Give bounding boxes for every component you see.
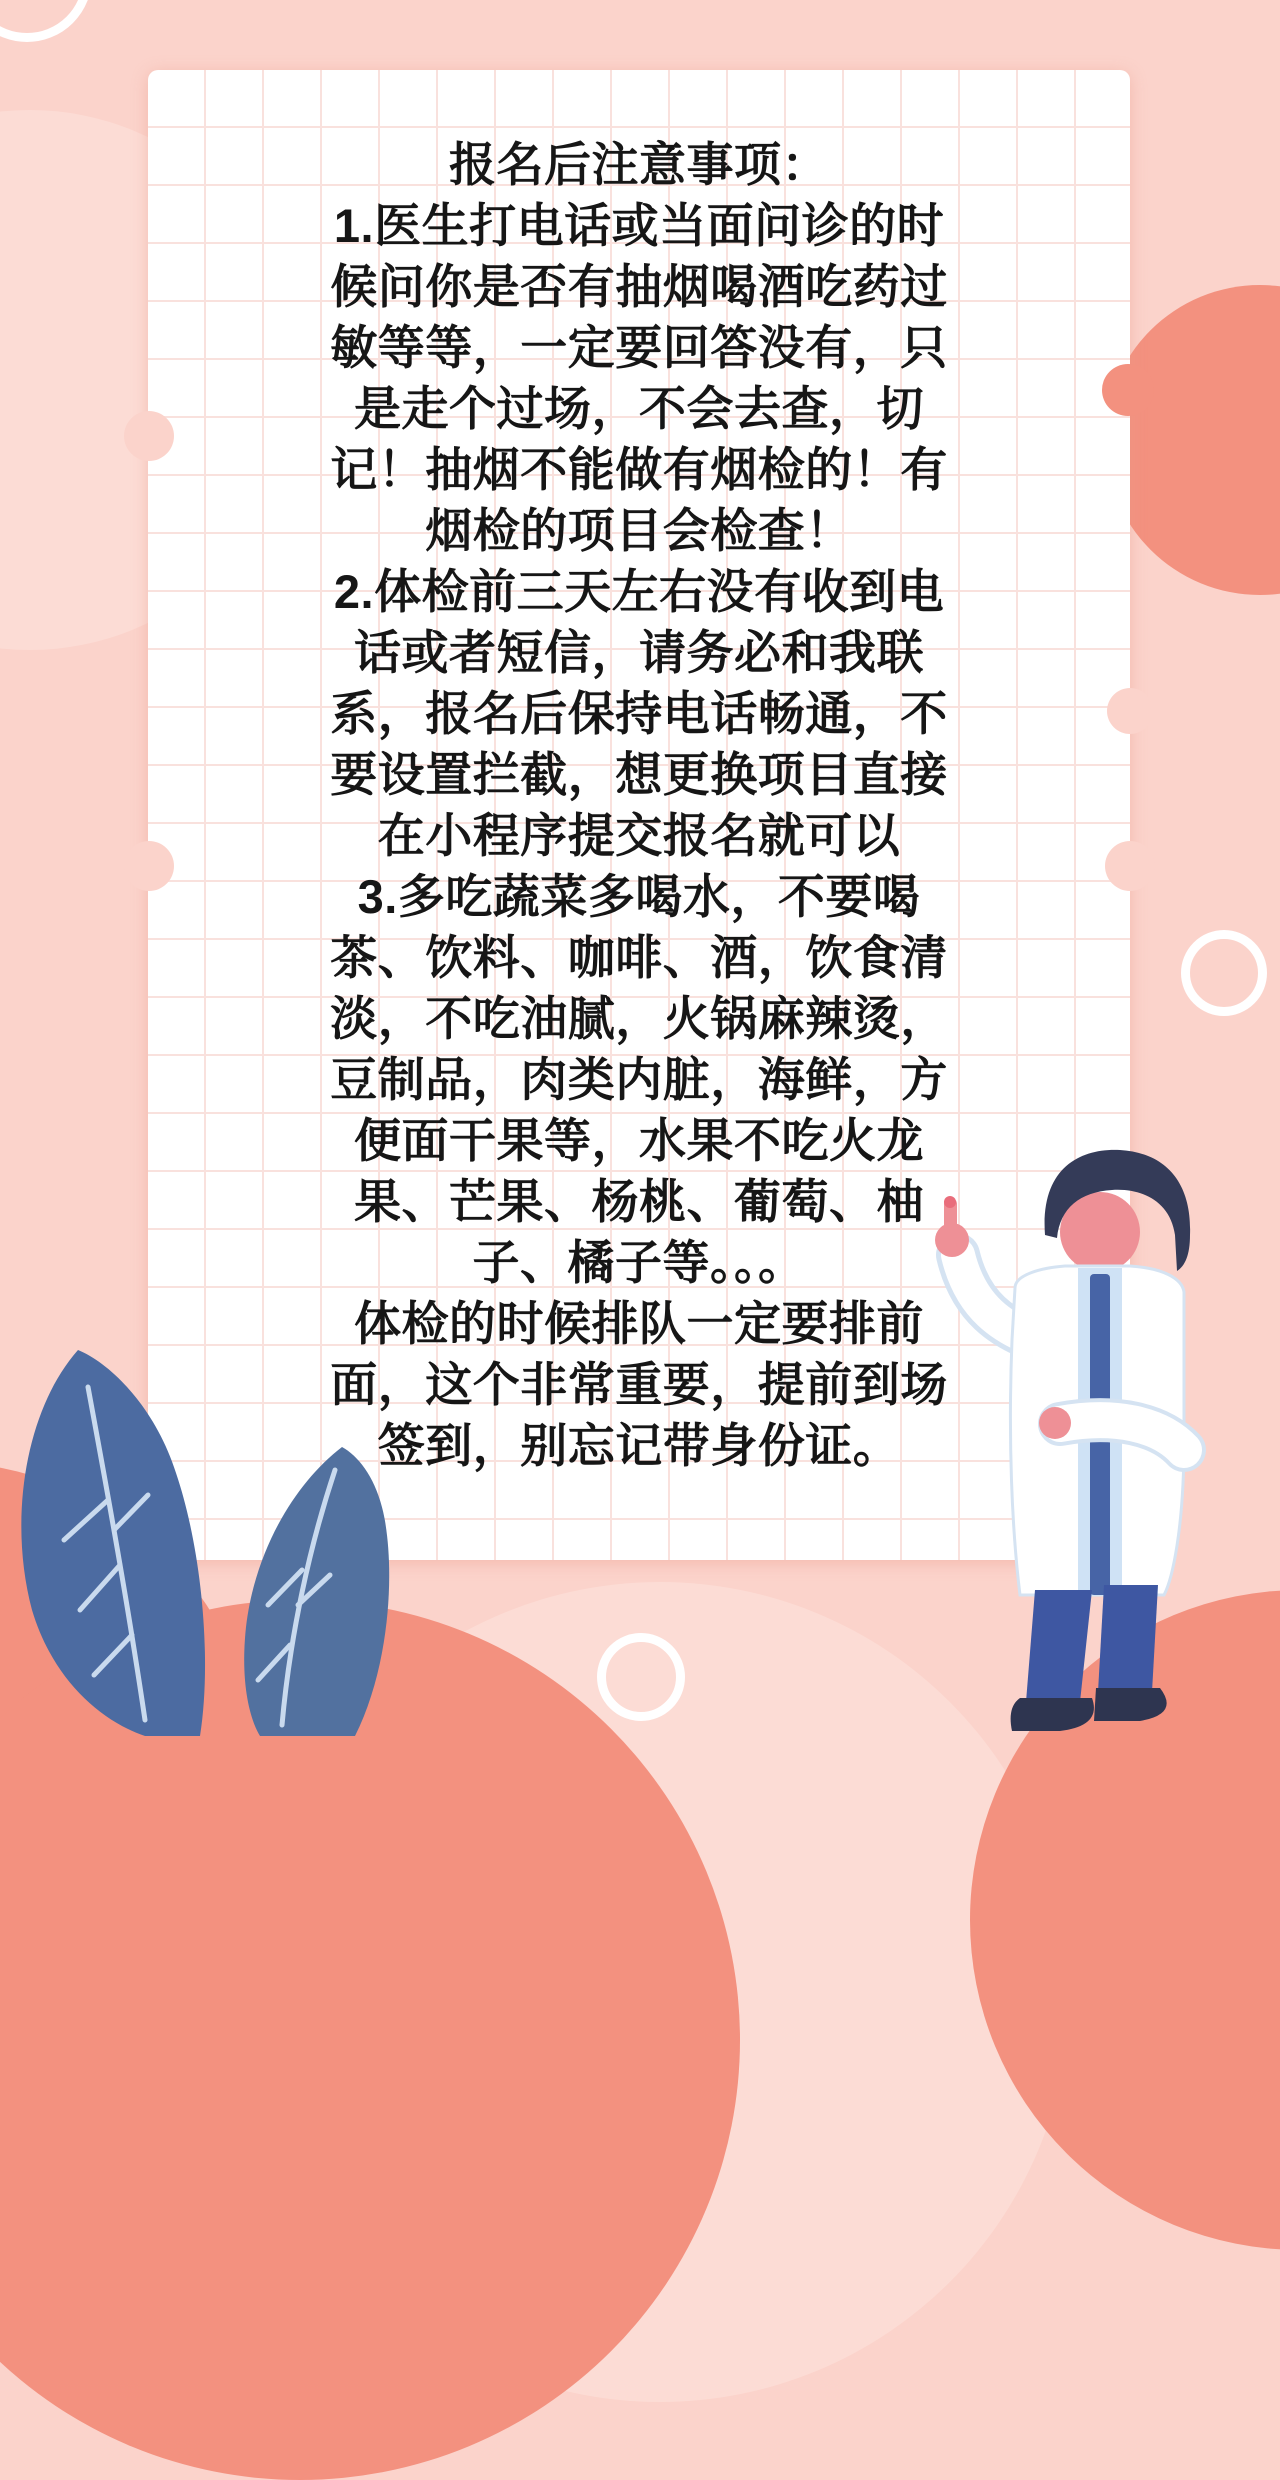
white-ring-right (1181, 930, 1267, 1016)
notice-text-line: 是走个过场，不会去查，切 (354, 382, 924, 435)
notice-text-line: 茶、饮料、咖啡、酒，饮食清 (330, 931, 948, 984)
salmon-circle-right (1105, 285, 1280, 595)
doctor-left-shoe (1011, 1698, 1094, 1731)
notice-text-line: 要设置拦截，想更换项目直接 (330, 748, 948, 801)
notice-text-line: 记！抽烟不能做有烟检的！有 (330, 443, 948, 496)
notice-text-line: 便面干果等，水果不吃火龙 (354, 1114, 924, 1167)
doctor-illustration (900, 1140, 1280, 1740)
notice-text-line: 体检的时候排队一定要排前 (354, 1297, 924, 1350)
pointing-hand (935, 1223, 969, 1257)
card-notch-right-upper (1102, 364, 1154, 416)
notice-text-line: 敏等等，一定要回答没有，只 (330, 321, 948, 374)
notice-text-line: 1.医生打电话或当面问诊的时 (333, 199, 945, 252)
card-notch-left-upper (124, 411, 174, 461)
leaf-right (244, 1447, 389, 1736)
notice-text-line: 淡，不吃油腻，火锅麻辣烫， (330, 992, 948, 1045)
notice-text-line: 候问你是否有抽烟喝酒吃药过 (330, 260, 948, 313)
notice-text-line: 话或者短信，请务必和我联 (354, 626, 924, 679)
leaf-left (21, 1350, 205, 1736)
notice-text-line: 果、芒果、杨桃、葡萄、柚 (354, 1175, 924, 1228)
blue-leaves-illustration (0, 1325, 430, 1736)
doctor-left-leg (1026, 1590, 1092, 1702)
card-notch-right-middle (1107, 688, 1153, 734)
notice-text-line: 签到，别忘记带身份证。 (377, 1419, 901, 1472)
doctor-right-leg (1098, 1585, 1158, 1692)
crossed-arm-hand (1039, 1407, 1071, 1439)
finger-tip-dot (944, 1196, 956, 1208)
white-arc-top-left (0, 0, 92, 42)
notice-text-line: 在小程序提交报名就可以 (377, 809, 901, 862)
white-ring-bottom (597, 1633, 685, 1721)
notice-text-line: 烟检的项目会检查！ (425, 504, 853, 557)
notice-text-line: 面，这个非常重要，提前到场 (330, 1358, 948, 1411)
card-notch-right-lower (1105, 841, 1155, 891)
notice-title: 报名后注意事项： (449, 138, 829, 191)
notice-text-line: 豆制品，肉类内脏，海鲜，方 (330, 1053, 948, 1106)
notice-text-line: 3.多吃蔬菜多喝水，不要喝 (357, 870, 921, 923)
doctor-right-shoe (1094, 1688, 1167, 1721)
notice-text-line: 子、橘子等。。。 (472, 1236, 806, 1289)
card-notch-left-lower (124, 841, 174, 891)
notice-text-line: 系，报名后保持电话畅通，不 (330, 687, 948, 740)
notice-text-line: 2.体检前三天左右没有收到电 (333, 565, 945, 618)
